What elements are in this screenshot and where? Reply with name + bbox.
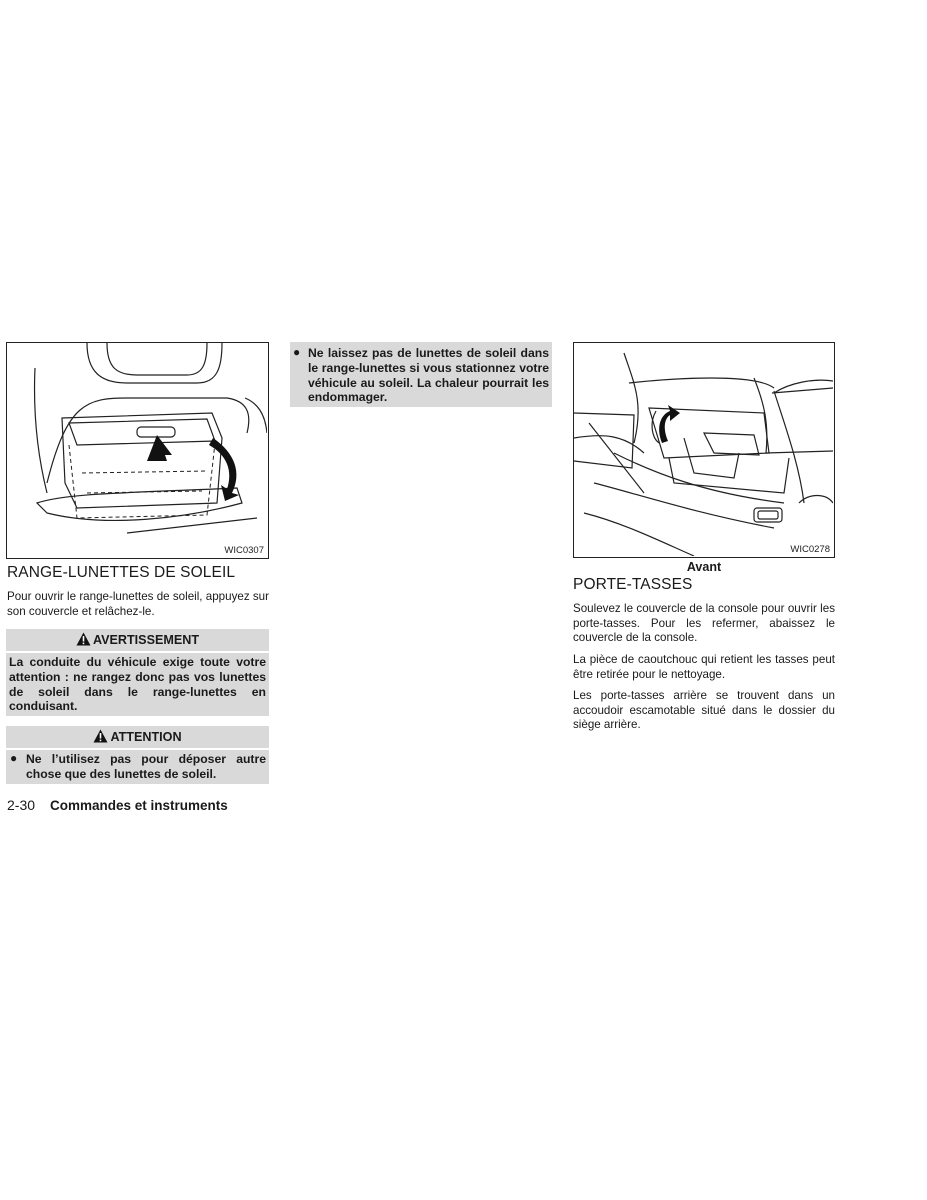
- cupholder-drawing: [574, 343, 833, 556]
- figure-code: WIC0278: [790, 544, 830, 555]
- caution-bullet-2: Ne laissez pas de lunettes de soleil dans le range-lunettes si vous stationnez votre véhicule au soleil. La chaleur pourrait les endommager.: [308, 346, 549, 405]
- lift-arrow-icon: [659, 405, 680, 443]
- warning-title: AVERTISSEMENT: [92, 633, 200, 647]
- cupholder-paragraph-2: La pièce de caoutchouc qui retient les tasses peut être retirée pour le nettoyage.: [573, 653, 835, 681]
- section-title-cupholders: PORTE-TASSES: [573, 576, 693, 593]
- sunglasses-holder-illustration: [6, 342, 269, 559]
- warning-divider: [6, 651, 269, 653]
- caution-header: [6, 729, 269, 747]
- cupholder-paragraph-1: Soulevez le couvercle de la console pour ouvrir les porte-tasses. Pour les refermer, abaissez le couvercle de la console.: [573, 602, 835, 645]
- warning-box: [6, 629, 269, 716]
- warning-triangle-icon: [76, 632, 91, 650]
- bullet-icon: ●: [10, 751, 18, 765]
- cupholder-illustration: [573, 342, 835, 558]
- caution-title: ATTENTION: [110, 730, 182, 744]
- bullet-icon: ●: [293, 345, 301, 359]
- caution-box-continued: [290, 342, 552, 407]
- warning-text: La conduite du véhicule exige toute votre attention : ne rangez donc pas vos lunettes de soleil dans le range-lunettes en conduisant.: [9, 655, 266, 714]
- sunglasses-instructions: Pour ouvrir le range-lunettes de soleil, appuyez sur son couvercle et relâchez-le.: [7, 590, 269, 618]
- page-number: 2-30: [7, 797, 36, 813]
- sunglasses-holder-drawing: [7, 343, 267, 557]
- caution-triangle-icon: [93, 729, 108, 747]
- warning-header: [6, 632, 269, 650]
- open-arrow-icon: [209, 438, 239, 501]
- caution-bullet-1: Ne l’utilisez pas pour déposer autre chose que des lunettes de soleil.: [26, 752, 266, 781]
- press-arrow-icon: [147, 435, 172, 461]
- cupholder-paragraph-3: Les porte-tasses arrière se trouvent dans un accoudoir escamotable situé dans le dossier du siège arrière.: [573, 689, 835, 732]
- figure-caption: Avant: [686, 560, 722, 574]
- caution-divider: [6, 748, 269, 750]
- caution-box: [6, 726, 269, 784]
- chapter-title: Commandes et instruments: [50, 798, 228, 813]
- section-title-sunglasses: RANGE-LUNETTES DE SOLEIL: [7, 564, 236, 581]
- figure-code: WIC0307: [224, 545, 264, 556]
